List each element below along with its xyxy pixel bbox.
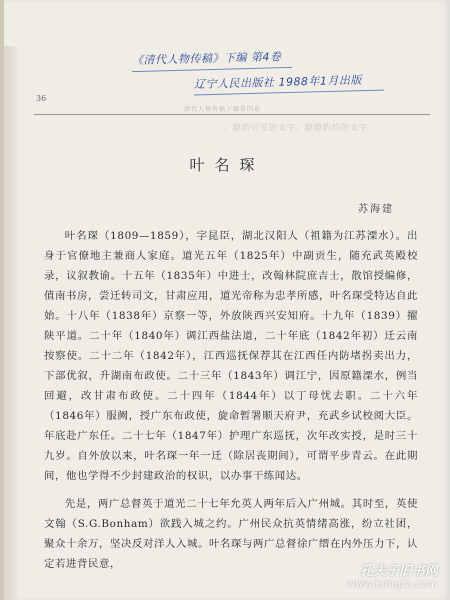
article-title: 叶名琛 — [189, 156, 265, 174]
bleed-through-text: ，隐约可见的文字，隐隐约约的文字 — [224, 123, 368, 132]
handwriting-underline — [132, 67, 292, 72]
page-fold-shadow — [4, 46, 18, 600]
header-rule — [34, 114, 430, 115]
watermark-title: 孔夫子旧书网 — [359, 564, 438, 579]
handwritten-source-note: 《清代人物传稿》下编 第4卷 — [131, 50, 282, 67]
article-author: 苏海建 — [358, 204, 394, 215]
page-number: 36 — [36, 94, 47, 103]
paragraph: 叶名琛（1809—1859），字昆臣，湖北汉阳人（祖籍为江苏溧水）。出身于官僚地主兼商人家庭。道光五年（1825年）中副贡生，随充武英殿校录，议叙教谕。十五年（1835年）中进士，改翰林院庶吉士，散馆授编修，值南书房，尝迁转司文，甘肃应用，道光帝称为忠孝所感，叶名琛受特达自此始。十八年（1838年）京察一等，外放陕西兴安知府。十九年（1839）擢陕平道。二十年（1840年）调江西盐法道，二十年底（1842年初）迁云南按察使。二十二年（1842年），江西巡抚保荐其在江西任内防堵拐卖出力，下部优叙，升湖南布政使。二十三年（1843年）调江宁，因原籍溧水，例当回避，改甘肃布政使。二十四年（1844年）以丁母忧去职。二十六年（1846年）服阙，授广东布政使，旋命暂署顺天府尹，充武乡试校阅大臣。年底赴广东任。二十七年（1847年）护理广东巡抚，次年改实授，是时三十九岁。自外放以来，叶名琛一年一迁（除居丧期间），可谓平步青云。在此期间，他也学得不少封建政治的权识，以办事干练闻达。 — [44, 230, 418, 482]
document-page — [4, 0, 450, 600]
running-header: 清代人物传稿下编第四卷 — [184, 106, 262, 113]
article-body — [44, 226, 418, 574]
watermark-url: www.kongfz.com — [346, 579, 438, 590]
paragraph: 先是，两广总督英于道光二十七年允英人两年后入广州城。其时至，英使文翰（S.G.Bonham）欲践入城之约。广州民众抗英情绪高涨，纷立社团，聚众十余万，坚决反对洋人入城。叶名琛与两广总督徐广缙在内外压力下，认定若进背民意， — [44, 498, 418, 570]
site-watermark — [347, 560, 438, 590]
handwritten-publisher-note: 辽宁人民出版社 1988年1月出版 — [193, 73, 363, 91]
